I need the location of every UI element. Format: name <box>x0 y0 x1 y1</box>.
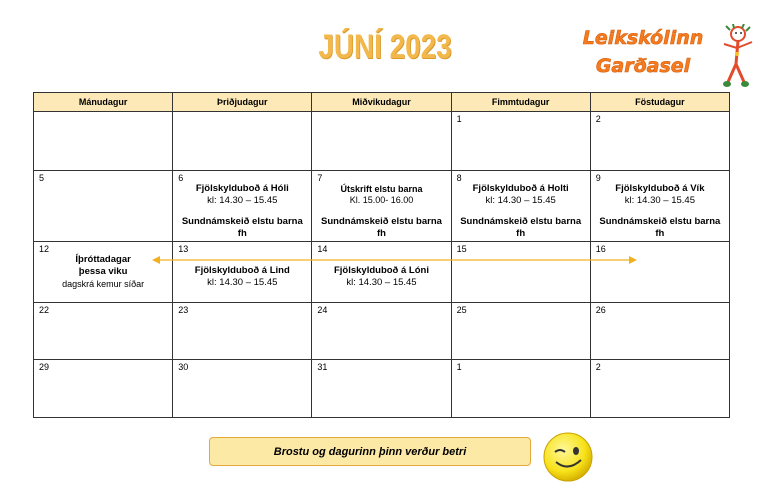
event-visit: Fjölskylduboð á Vík <box>615 183 705 194</box>
day-number: 5 <box>39 173 45 183</box>
day-cell <box>173 171 312 242</box>
slogan-text: Brostu og dagurinn þinn verður betri <box>273 445 467 458</box>
day-cell <box>312 303 451 360</box>
day-cell <box>173 360 312 418</box>
day-number: 26 <box>595 305 606 315</box>
event-visit: Fjölskylduboð á Lóni <box>333 265 429 276</box>
week-row <box>34 171 730 242</box>
day-number: 25 <box>456 305 467 315</box>
weekday-thursday: Fimmtudagur <box>451 93 590 112</box>
day-number: 6 <box>178 173 184 183</box>
week-row <box>34 360 730 418</box>
event-swim: Sundnámskeið elstu barna fh <box>321 216 442 239</box>
weekday-wednesday: Miðvikudagur <box>312 93 451 112</box>
day-cell <box>312 171 451 242</box>
day-number: 1 <box>456 114 462 124</box>
day-cell <box>590 112 729 171</box>
day-cell <box>451 112 590 171</box>
event-time: kl: 14.30 – 15.45 <box>624 195 695 206</box>
day-number: 2 <box>595 114 601 124</box>
day-cell <box>451 303 590 360</box>
event-time: kl: 14.30 – 15.45 <box>346 277 417 288</box>
day-cell <box>451 171 590 242</box>
event-time: Kl. 15.00- 16.00 <box>349 195 414 205</box>
day-cell <box>34 171 173 242</box>
day-number: 13 <box>178 244 189 254</box>
day-cell <box>451 360 590 418</box>
day-cell <box>590 171 729 242</box>
kindergarten-logo <box>568 24 718 80</box>
day-number: 14 <box>317 244 328 254</box>
day-number: 7 <box>317 173 323 183</box>
sports-week-span-arrow-icon <box>152 253 637 267</box>
day-number: 22 <box>39 305 50 315</box>
slogan-banner <box>209 437 531 466</box>
event-swim: Sundnámskeið elstu barna fh <box>460 216 582 239</box>
day-number: 8 <box>456 173 462 183</box>
day-cell <box>173 112 312 171</box>
day-number: 15 <box>456 244 467 254</box>
weekday-header-row <box>34 93 730 112</box>
event-time: kl: 14.30 – 15.45 <box>207 195 278 206</box>
day-cell <box>34 360 173 418</box>
day-number: 31 <box>317 362 328 372</box>
week-row <box>34 112 730 171</box>
day-number: 9 <box>595 173 601 183</box>
day-cell <box>173 242 312 303</box>
weekday-friday: Föstudagur <box>590 93 729 112</box>
event-time: kl: 14.30 – 15.45 <box>485 195 556 206</box>
event-swim: Sundnámskeið elstu barna fh <box>181 216 303 239</box>
event-visit: Fjölskylduboð á Holti <box>472 183 569 194</box>
day-number: 29 <box>39 362 50 372</box>
day-cell <box>34 112 173 171</box>
logo-figure-icon <box>716 24 756 90</box>
event-visit: Fjölskylduboð á Lind <box>194 265 290 276</box>
day-number: 16 <box>595 244 606 254</box>
winking-smiley-icon <box>541 430 595 484</box>
day-cell <box>34 242 173 303</box>
day-cell <box>312 242 451 303</box>
page-title: JÚNÍ 2023 <box>318 28 452 66</box>
day-cell <box>590 242 729 303</box>
day-number: 2 <box>595 362 601 372</box>
day-cell <box>312 360 451 418</box>
logo-line-1: Leikskólinn <box>582 27 704 49</box>
day-cell <box>451 242 590 303</box>
day-cell <box>312 112 451 171</box>
event-visit: Fjölskylduboð á Hóli <box>195 183 289 194</box>
week-row <box>34 303 730 360</box>
day-number: 1 <box>456 362 462 372</box>
day-cell <box>173 303 312 360</box>
day-cell <box>590 303 729 360</box>
event-graduation: Útskrift elstu barna <box>340 184 423 194</box>
week-row <box>34 242 730 303</box>
logo-line-2: Garðasel <box>595 55 691 77</box>
event-schedule-note: dagskrá kemur síðar <box>62 279 145 289</box>
event-sports-days: Íþróttadagar <box>75 254 131 265</box>
event-this-week: þessa viku <box>78 266 128 277</box>
day-cell <box>590 360 729 418</box>
event-swim: Sundnámskeið elstu barna fh <box>599 216 721 239</box>
day-number: 30 <box>178 362 189 372</box>
weekday-monday: Mánudagur <box>34 93 173 112</box>
day-number: 23 <box>178 305 189 315</box>
weekday-tuesday: Þriðjudagur <box>173 93 312 112</box>
day-number: 12 <box>39 244 50 254</box>
event-time: kl: 14.30 – 15.45 <box>207 277 278 288</box>
day-cell <box>34 303 173 360</box>
day-number: 24 <box>317 305 328 315</box>
